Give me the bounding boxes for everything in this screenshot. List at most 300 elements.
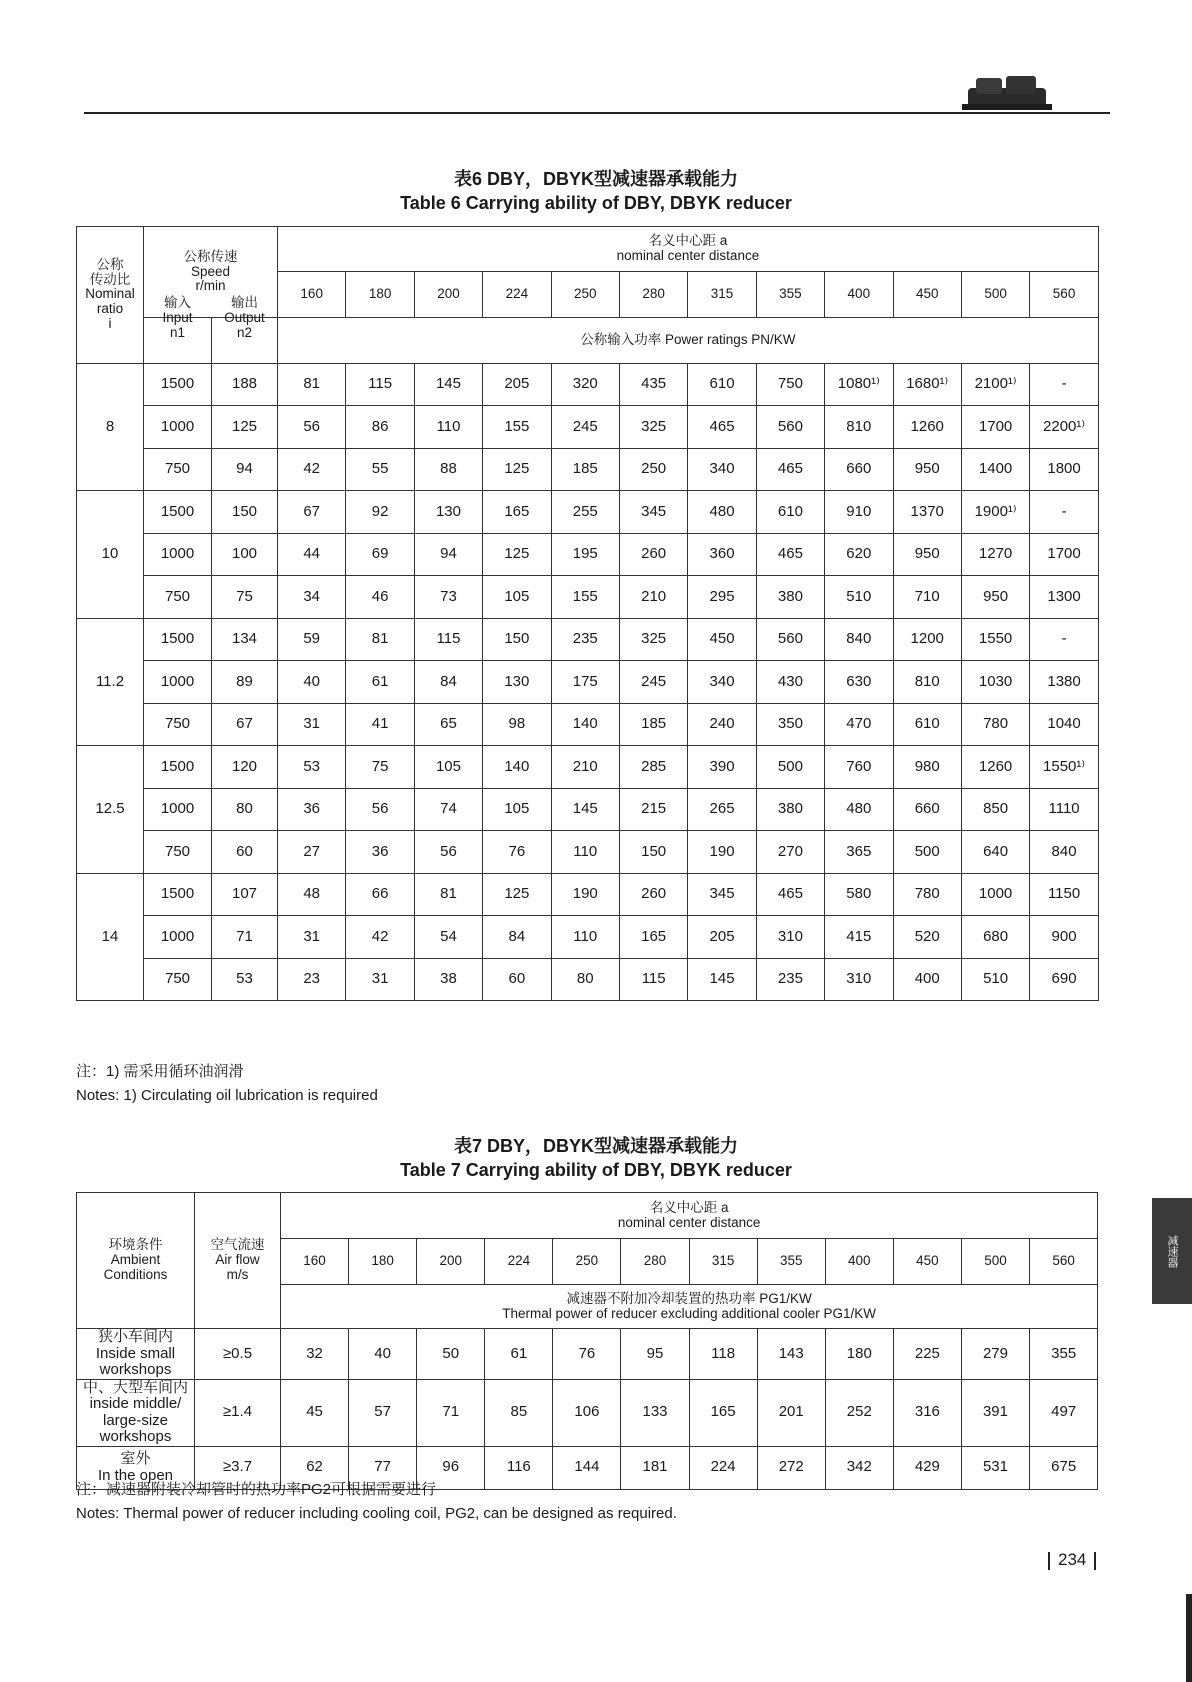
output-speed-cell: 100 <box>212 533 278 576</box>
distance-header-cell: 280 <box>621 1239 689 1285</box>
power-value-cell: 360 <box>688 533 756 576</box>
thermal-value-cell: 96 <box>417 1446 485 1489</box>
t7-center-distance-header: 名义中心距 a nominal center distance <box>281 1193 1098 1239</box>
input-speed-cell: 1000 <box>144 661 212 704</box>
power-value-cell: 640 <box>961 831 1029 874</box>
power-value-cell: 48 <box>278 873 346 916</box>
distance-header-cell: 355 <box>756 272 824 318</box>
power-value-cell: 140 <box>483 746 551 789</box>
distance-header-cell: 180 <box>346 272 414 318</box>
table7-note-zh: 注：减速器附装冷却管时的热功率PG2可根据需要进行 <box>76 1481 437 1498</box>
power-value-cell: 84 <box>483 916 551 959</box>
power-value-cell: 115 <box>619 958 687 1001</box>
power-value-cell: 65 <box>414 703 482 746</box>
input-speed-cell: 750 <box>144 576 212 619</box>
power-value-cell: 1300 <box>1030 576 1099 619</box>
thermal-value-cell: 675 <box>1030 1446 1098 1489</box>
power-value-cell: 1000 <box>961 873 1029 916</box>
power-value-cell: 59 <box>278 618 346 661</box>
table6-note-zh: 注：1) 需采用循环油润滑 <box>76 1063 244 1080</box>
page-number-bar-right <box>1094 1552 1096 1570</box>
table-row <box>77 661 1099 704</box>
table6 <box>76 226 1099 1001</box>
power-value-cell: 125 <box>483 533 551 576</box>
page-edge <box>1186 1594 1192 1682</box>
power-value-cell: - <box>1030 363 1099 406</box>
power-value-cell: 1110 <box>1030 788 1099 831</box>
power-value-cell: 1260 <box>893 406 961 449</box>
side-tab: 减速器 <box>1152 1198 1192 1304</box>
power-value-cell: 1900¹⁾ <box>961 491 1029 534</box>
input-speed-cell: 1500 <box>144 363 212 406</box>
power-value-cell: 215 <box>619 788 687 831</box>
page-number-bar-left <box>1048 1552 1050 1570</box>
power-value-cell: 190 <box>688 831 756 874</box>
power-value-cell: 310 <box>825 958 893 1001</box>
power-value-cell: 310 <box>756 916 824 959</box>
center-distance-header: 名义中心距 a nominal center distance <box>278 227 1099 272</box>
power-value-cell: 610 <box>688 363 756 406</box>
power-value-cell: 780 <box>893 873 961 916</box>
table-row <box>77 788 1099 831</box>
power-value-cell: 1150 <box>1030 873 1099 916</box>
power-value-cell: 465 <box>756 448 824 491</box>
thermal-value-cell: 355 <box>1030 1329 1098 1380</box>
power-value-cell: 1550 <box>961 618 1029 661</box>
table-row <box>77 916 1099 959</box>
power-value-cell: 61 <box>346 661 414 704</box>
power-value-cell: 250 <box>619 448 687 491</box>
thermal-value-cell: 95 <box>621 1329 689 1380</box>
power-value-cell: 115 <box>346 363 414 406</box>
power-value-cell: 94 <box>414 533 482 576</box>
thermal-value-cell: 106 <box>553 1379 621 1446</box>
power-value-cell: 750 <box>756 363 824 406</box>
power-value-cell: 55 <box>346 448 414 491</box>
thermal-value-cell: 279 <box>961 1329 1029 1380</box>
power-value-cell: 2200¹⁾ <box>1030 406 1099 449</box>
power-value-cell: 325 <box>619 406 687 449</box>
power-value-cell: 900 <box>1030 916 1099 959</box>
power-value-cell: 36 <box>346 831 414 874</box>
power-value-cell: 660 <box>893 788 961 831</box>
power-value-cell: 810 <box>893 661 961 704</box>
power-value-cell: 780 <box>961 703 1029 746</box>
power-value-cell: - <box>1030 618 1099 661</box>
table-row <box>77 363 1099 406</box>
power-value-cell: 145 <box>414 363 482 406</box>
table-row <box>77 831 1099 874</box>
distance-header-cell: 500 <box>961 272 1029 318</box>
thermal-value-cell: 144 <box>553 1446 621 1489</box>
air-flow-cell: ≥3.7 <box>195 1446 281 1489</box>
output-speed-cell: 94 <box>212 448 278 491</box>
power-value-cell: 42 <box>346 916 414 959</box>
table-row <box>77 448 1099 491</box>
power-value-cell: 34 <box>278 576 346 619</box>
power-value-cell: 380 <box>756 576 824 619</box>
power-value-cell: 205 <box>483 363 551 406</box>
env-header: 环境条件 Ambient Conditions <box>77 1193 195 1329</box>
input-speed-cell: 1000 <box>144 788 212 831</box>
output-speed-cell: 134 <box>212 618 278 661</box>
table7-note-en: Notes: Thermal power of reducer including cooling coil, PG2, can be designed as required. <box>76 1505 677 1522</box>
power-value-cell: 610 <box>893 703 961 746</box>
power-value-cell: 950 <box>893 448 961 491</box>
power-value-cell: 140 <box>551 703 619 746</box>
power-value-cell: 1260 <box>961 746 1029 789</box>
input-speed-cell: 1500 <box>144 618 212 661</box>
power-value-cell: 155 <box>483 406 551 449</box>
table7-title <box>0 1132 1192 1181</box>
air-header: 空气流速 Air flow m/s <box>195 1193 281 1329</box>
ratio-cell: 11.2 <box>77 618 144 746</box>
table7 <box>76 1192 1098 1490</box>
table-row <box>77 533 1099 576</box>
distance-header-cell: 450 <box>893 272 961 318</box>
power-value-cell: 81 <box>346 618 414 661</box>
output-speed-cell: 71 <box>212 916 278 959</box>
power-value-cell: 130 <box>483 661 551 704</box>
power-value-cell: 115 <box>414 618 482 661</box>
power-value-cell: 560 <box>756 406 824 449</box>
distance-header-cell: 560 <box>1030 1239 1098 1285</box>
distance-header-cell: 315 <box>688 272 756 318</box>
power-value-cell: 40 <box>278 661 346 704</box>
output-speed-cell: 150 <box>212 491 278 534</box>
power-value-cell: 240 <box>688 703 756 746</box>
power-value-cell: 450 <box>688 618 756 661</box>
input-speed-cell: 750 <box>144 831 212 874</box>
power-value-cell: 73 <box>414 576 482 619</box>
air-flow-cell: ≥0.5 <box>195 1329 281 1380</box>
ambient-condition-cell: 室外 In the open <box>77 1446 195 1489</box>
distance-header-cell: 224 <box>483 272 551 318</box>
output-speed-cell: 107 <box>212 873 278 916</box>
power-value-cell: 105 <box>483 788 551 831</box>
power-value-cell: 31 <box>278 916 346 959</box>
thermal-value-cell: 316 <box>893 1379 961 1446</box>
thermal-value-cell: 165 <box>689 1379 757 1446</box>
thermal-value-cell: 201 <box>757 1379 825 1446</box>
power-value-cell: 245 <box>551 406 619 449</box>
power-value-cell: - <box>1030 491 1099 534</box>
power-value-cell: 680 <box>961 916 1029 959</box>
power-value-cell: 105 <box>414 746 482 789</box>
output-speed-cell: 89 <box>212 661 278 704</box>
distance-header-cell: 200 <box>414 272 482 318</box>
input-speed-cell: 750 <box>144 703 212 746</box>
power-value-cell: 1700 <box>961 406 1029 449</box>
input-speed-cell: 1000 <box>144 533 212 576</box>
table6-title-en: Table 6 Carrying ability of DBY, DBYK reducer <box>400 193 792 213</box>
distance-header-cell: 200 <box>417 1239 485 1285</box>
thermal-value-cell: 71 <box>417 1379 485 1446</box>
thermal-value-cell: 62 <box>281 1446 349 1489</box>
table-row <box>77 703 1099 746</box>
thermal-value-cell: 133 <box>621 1379 689 1446</box>
output-speed-cell: 125 <box>212 406 278 449</box>
thermal-value-cell: 272 <box>757 1446 825 1489</box>
thermal-value-cell: 531 <box>961 1446 1029 1489</box>
distance-header-cell: 250 <box>551 272 619 318</box>
power-value-cell: 980 <box>893 746 961 789</box>
power-value-cell: 500 <box>756 746 824 789</box>
air-flow-cell: ≥1.4 <box>195 1379 281 1446</box>
power-value-cell: 810 <box>825 406 893 449</box>
power-value-cell: 620 <box>825 533 893 576</box>
power-value-cell: 190 <box>551 873 619 916</box>
distance-header-cell: 450 <box>893 1239 961 1285</box>
output-speed-cell: 75 <box>212 576 278 619</box>
table7-title-en: Table 7 Carrying ability of DBY, DBYK reducer <box>400 1160 792 1180</box>
power-value-cell: 710 <box>893 576 961 619</box>
table6-title <box>0 165 1192 214</box>
thermal-value-cell: 50 <box>417 1329 485 1380</box>
power-value-cell: 2100¹⁾ <box>961 363 1029 406</box>
output-speed-cell: 67 <box>212 703 278 746</box>
distance-header-cell: 355 <box>757 1239 825 1285</box>
table6-notes <box>76 1060 378 1108</box>
power-value-cell: 98 <box>483 703 551 746</box>
power-value-cell: 365 <box>825 831 893 874</box>
power-value-cell: 84 <box>414 661 482 704</box>
power-value-cell: 175 <box>551 661 619 704</box>
thermal-value-cell: 32 <box>281 1329 349 1380</box>
thermal-value-cell: 76 <box>553 1329 621 1380</box>
power-value-cell: 400 <box>893 958 961 1001</box>
output-speed-cell: 120 <box>212 746 278 789</box>
power-value-cell: 75 <box>346 746 414 789</box>
power-value-cell: 350 <box>756 703 824 746</box>
power-value-cell: 1370 <box>893 491 961 534</box>
output-speed-cell: 53 <box>212 958 278 1001</box>
thermal-value-cell: 391 <box>961 1379 1029 1446</box>
power-value-cell: 255 <box>551 491 619 534</box>
reducer-logo-icon <box>962 70 1052 114</box>
power-value-cell: 86 <box>346 406 414 449</box>
power-value-cell: 67 <box>278 491 346 534</box>
power-value-cell: 150 <box>483 618 551 661</box>
power-value-cell: 510 <box>961 958 1029 1001</box>
power-value-cell: 1080¹⁾ <box>825 363 893 406</box>
output-header: 输出 Output n2 <box>212 296 278 342</box>
thermal-value-cell: 45 <box>281 1379 349 1446</box>
output-speed-cell: 188 <box>212 363 278 406</box>
thermal-value-cell: 85 <box>485 1379 553 1446</box>
table-row <box>77 746 1099 789</box>
thermal-value-cell: 180 <box>825 1329 893 1380</box>
distance-header-cell: 224 <box>485 1239 553 1285</box>
input-speed-cell: 1000 <box>144 406 212 449</box>
thermal-value-cell: 40 <box>349 1329 417 1380</box>
ambient-condition-cell: 狭小车间内 Inside small workshops <box>77 1329 195 1380</box>
distance-header-cell: 280 <box>619 272 687 318</box>
power-value-cell: 320 <box>551 363 619 406</box>
power-value-cell: 660 <box>825 448 893 491</box>
power-value-cell: 260 <box>619 873 687 916</box>
power-value-cell: 56 <box>278 406 346 449</box>
power-value-cell: 520 <box>893 916 961 959</box>
distance-header-cell: 160 <box>278 272 346 318</box>
power-value-cell: 390 <box>688 746 756 789</box>
power-value-cell: 500 <box>893 831 961 874</box>
thermal-header: 减速器不附加冷却装置的热功率 PG1/KW Thermal power of reducer excluding additional cooler PG1/KW <box>281 1285 1098 1329</box>
power-value-cell: 130 <box>414 491 482 534</box>
power-value-cell: 66 <box>346 873 414 916</box>
power-value-cell: 510 <box>825 576 893 619</box>
power-value-cell: 340 <box>688 661 756 704</box>
distance-header-cell: 400 <box>825 272 893 318</box>
power-value-cell: 285 <box>619 746 687 789</box>
input-speed-cell: 750 <box>144 448 212 491</box>
power-value-cell: 23 <box>278 958 346 1001</box>
power-value-cell: 950 <box>961 576 1029 619</box>
power-value-cell: 36 <box>278 788 346 831</box>
power-value-cell: 210 <box>619 576 687 619</box>
ratio-cell: 14 <box>77 873 144 1001</box>
power-value-cell: 1040 <box>1030 703 1099 746</box>
power-value-cell: 165 <box>619 916 687 959</box>
input-speed-cell: 1500 <box>144 491 212 534</box>
power-value-cell: 38 <box>414 958 482 1001</box>
power-value-cell: 31 <box>346 958 414 1001</box>
ratio-header: 公称 传动比 Nominal ratio i <box>77 227 144 364</box>
power-value-cell: 470 <box>825 703 893 746</box>
power-value-cell: 88 <box>414 448 482 491</box>
power-value-cell: 345 <box>619 491 687 534</box>
power-value-cell: 840 <box>825 618 893 661</box>
power-value-cell: 110 <box>551 916 619 959</box>
power-value-cell: 260 <box>619 533 687 576</box>
power-value-cell: 46 <box>346 576 414 619</box>
power-value-cell: 1030 <box>961 661 1029 704</box>
power-value-cell: 81 <box>414 873 482 916</box>
thermal-value-cell: 181 <box>621 1446 689 1489</box>
distance-header-cell: 180 <box>349 1239 417 1285</box>
distance-header-cell: 560 <box>1030 272 1099 318</box>
power-value-cell: 435 <box>619 363 687 406</box>
table6-title-zh: 表6 DBY，DBYK型减速器承载能力 <box>453 169 739 189</box>
power-value-cell: 1270 <box>961 533 1029 576</box>
power-value-cell: 41 <box>346 703 414 746</box>
power-value-cell: 27 <box>278 831 346 874</box>
page-number <box>1040 1550 1104 1570</box>
power-value-cell: 195 <box>551 533 619 576</box>
thermal-value-cell: 497 <box>1030 1379 1098 1446</box>
power-value-cell: 480 <box>688 491 756 534</box>
thermal-value-cell: 77 <box>349 1446 417 1489</box>
power-value-cell: 1680¹⁾ <box>893 363 961 406</box>
power-value-cell: 54 <box>414 916 482 959</box>
power-value-cell: 56 <box>414 831 482 874</box>
power-value-cell: 185 <box>619 703 687 746</box>
table-row <box>77 1379 1098 1446</box>
power-value-cell: 1400 <box>961 448 1029 491</box>
power-value-cell: 430 <box>756 661 824 704</box>
table7-title-zh: 表7 DBY，DBYK型减速器承载能力 <box>453 1136 739 1156</box>
power-value-cell: 110 <box>414 406 482 449</box>
power-value-cell: 110 <box>551 831 619 874</box>
output-speed-cell: 60 <box>212 831 278 874</box>
input-speed-cell: 750 <box>144 958 212 1001</box>
power-value-cell: 155 <box>551 576 619 619</box>
power-value-cell: 245 <box>619 661 687 704</box>
power-value-cell: 580 <box>825 873 893 916</box>
power-value-cell: 80 <box>551 958 619 1001</box>
power-value-cell: 185 <box>551 448 619 491</box>
thermal-value-cell: 118 <box>689 1329 757 1380</box>
thermal-value-cell: 252 <box>825 1379 893 1446</box>
power-value-cell: 31 <box>278 703 346 746</box>
output-speed-cell: 80 <box>212 788 278 831</box>
power-value-cell: 560 <box>756 618 824 661</box>
ratio-cell: 10 <box>77 491 144 619</box>
power-value-cell: 235 <box>756 958 824 1001</box>
power-value-cell: 1800 <box>1030 448 1099 491</box>
power-value-cell: 265 <box>688 788 756 831</box>
power-value-cell: 950 <box>893 533 961 576</box>
power-header: 公称输入功率 Power ratings PN/KW <box>278 318 1099 364</box>
table-row <box>77 1329 1098 1380</box>
power-value-cell: 345 <box>688 873 756 916</box>
distance-header-cell: 315 <box>689 1239 757 1285</box>
power-value-cell: 465 <box>688 406 756 449</box>
table6-note-en: Notes: 1) Circulating oil lubrication is required <box>76 1087 378 1104</box>
power-value-cell: 1550¹⁾ <box>1030 746 1099 789</box>
thermal-value-cell: 57 <box>349 1379 417 1446</box>
thermal-value-cell: 429 <box>893 1446 961 1489</box>
table-row <box>77 958 1099 1001</box>
power-value-cell: 76 <box>483 831 551 874</box>
power-value-cell: 69 <box>346 533 414 576</box>
power-value-cell: 74 <box>414 788 482 831</box>
power-value-cell: 850 <box>961 788 1029 831</box>
table-row <box>77 491 1099 534</box>
input-speed-cell: 1500 <box>144 746 212 789</box>
header-rule <box>84 112 1110 114</box>
table-row <box>77 406 1099 449</box>
power-value-cell: 42 <box>278 448 346 491</box>
power-value-cell: 56 <box>346 788 414 831</box>
ratio-cell: 8 <box>77 363 144 491</box>
power-value-cell: 1700 <box>1030 533 1099 576</box>
power-value-cell: 60 <box>483 958 551 1001</box>
distance-header-cell: 250 <box>553 1239 621 1285</box>
power-value-cell: 150 <box>619 831 687 874</box>
ambient-condition-cell: 中、大型车间内 inside middle/ large-size workshops <box>77 1379 195 1446</box>
thermal-value-cell: 61 <box>485 1329 553 1380</box>
power-value-cell: 1200 <box>893 618 961 661</box>
power-value-cell: 325 <box>619 618 687 661</box>
thermal-value-cell: 116 <box>485 1446 553 1489</box>
power-value-cell: 165 <box>483 491 551 534</box>
thermal-value-cell: 225 <box>893 1329 961 1380</box>
power-value-cell: 125 <box>483 873 551 916</box>
input-header: 输入 Input n1 <box>144 296 212 342</box>
power-value-cell: 465 <box>756 873 824 916</box>
power-value-cell: 105 <box>483 576 551 619</box>
power-value-cell: 210 <box>551 746 619 789</box>
thermal-value-cell: 342 <box>825 1446 893 1489</box>
power-value-cell: 480 <box>825 788 893 831</box>
input-speed-cell: 1500 <box>144 873 212 916</box>
distance-header-cell: 500 <box>961 1239 1029 1285</box>
distance-header-cell: 160 <box>281 1239 349 1285</box>
power-value-cell: 1380 <box>1030 661 1099 704</box>
power-value-cell: 415 <box>825 916 893 959</box>
power-value-cell: 690 <box>1030 958 1099 1001</box>
